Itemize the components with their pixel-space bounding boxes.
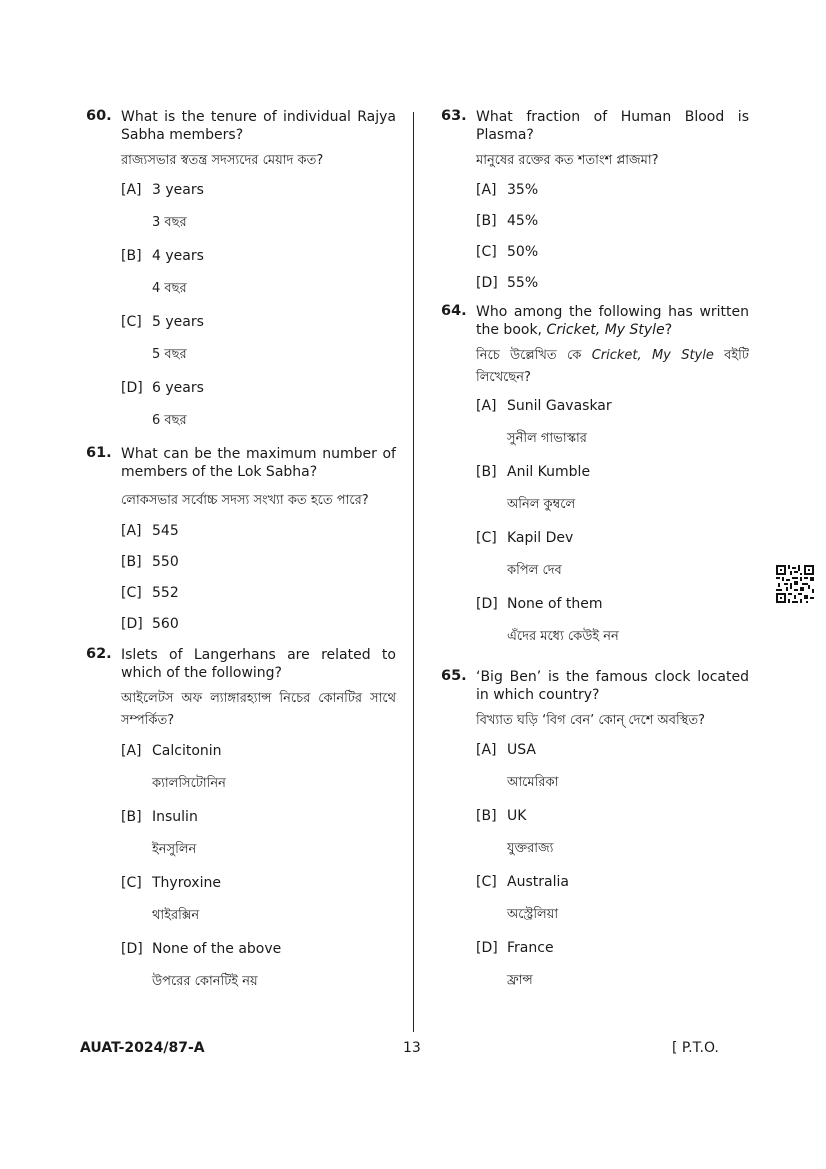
left-column: [86, 108, 396, 991]
question-61: [86, 445, 396, 633]
option-d: [476, 595, 749, 613]
question-number: 64.: [441, 303, 467, 319]
option-b: [476, 212, 749, 230]
option-label: [D]: [121, 380, 143, 396]
option-text-bengali: 4 বছর: [152, 281, 187, 296]
right-column: [441, 108, 749, 990]
option-d: [121, 940, 396, 958]
question-63: [441, 108, 749, 292]
option-a: [476, 181, 749, 199]
option-c: [121, 874, 396, 892]
option-label: [D]: [121, 941, 143, 957]
option-label: [D]: [476, 275, 498, 291]
option-text: 35%: [507, 182, 539, 198]
question-text: What can be the maximum number of members of the Lok Sabha?: [121, 446, 396, 480]
option-label: [C]: [121, 875, 142, 891]
column-divider: [413, 112, 414, 1032]
option-text-bengali: এঁদের মধ্যে কেউই নন: [507, 629, 619, 644]
option-label: [A]: [121, 523, 142, 539]
option-text: Sunil Gavaskar: [507, 398, 612, 414]
option-text: 5 years: [152, 314, 204, 330]
option-c: [476, 243, 749, 261]
option-b: [476, 463, 749, 481]
qr-code-icon: [776, 565, 814, 603]
question-text-bengali: আইলেটস অফ ল্যাঙ্গারহ্যান্স নিচের কোনটির সাথে সম্পর্কিত?: [121, 691, 396, 728]
option-text-bengali: অস্ট্রেলিয়া: [507, 907, 559, 922]
pto-label: [ P.T.O.: [672, 1040, 719, 1056]
option-c: [121, 313, 396, 331]
option-text: France: [507, 940, 554, 956]
option-label: [B]: [476, 808, 497, 824]
option-text: Australia: [507, 874, 569, 890]
option-text: 552: [152, 585, 179, 601]
option-text-bengali: সুনীল গাভাস্কার: [507, 431, 587, 446]
option-text-bengali: আমেরিকা: [507, 775, 559, 790]
question-64: [441, 303, 749, 646]
question-number: 61.: [86, 445, 112, 461]
option-text-bengali: ফ্রান্স: [507, 973, 533, 988]
option-a: [476, 741, 749, 759]
question-60: [86, 108, 396, 430]
option-text: 6 years: [152, 380, 204, 396]
option-label: [C]: [476, 244, 497, 260]
option-label: [C]: [121, 585, 142, 601]
option-text: Anil Kumble: [507, 464, 591, 480]
option-a: [121, 522, 396, 540]
option-text: 3 years: [152, 182, 204, 198]
option-text: 45%: [507, 213, 539, 229]
option-text-bengali: কপিল দেব: [507, 563, 562, 578]
option-label: [B]: [121, 809, 142, 825]
option-text-bengali: 5 বছর: [152, 347, 187, 362]
question-text-bengali: মানুষের রক্তের কত শতাংশ প্লাজমা?: [476, 153, 659, 168]
option-label: [A]: [121, 182, 142, 198]
page-number: 13: [403, 1040, 421, 1056]
option-text-bengali: ইনসুলিন: [152, 842, 197, 857]
option-text-bengali: থাইরক্সিন: [152, 908, 200, 923]
option-b: [121, 247, 396, 265]
option-d: [121, 615, 396, 633]
question-text-bengali: বিখ্যাত ঘড়ি ‘বিগ বেন’ কোন্ দেশে অবস্থিত?: [476, 713, 706, 728]
option-text: 545: [152, 523, 179, 539]
option-b: [121, 808, 396, 826]
option-text: 50%: [507, 244, 539, 260]
option-text: 55%: [507, 275, 539, 291]
question-62: [86, 646, 396, 991]
option-label: [A]: [476, 398, 497, 414]
option-b: [476, 807, 749, 825]
option-text: 4 years: [152, 248, 204, 264]
option-c: [121, 584, 396, 602]
option-label: [D]: [476, 596, 498, 612]
option-label: [C]: [476, 530, 497, 546]
paper-code: AUAT-2024/87-A: [80, 1040, 205, 1056]
question-text: What is the tenure of individual Rajya Sabha members?: [121, 109, 396, 143]
option-label: [D]: [121, 616, 143, 632]
option-c: [476, 873, 749, 891]
question-text-bengali: [476, 345, 749, 389]
option-text: Kapil Dev: [507, 530, 574, 546]
option-text: Calcitonin: [152, 743, 222, 759]
option-text: 560: [152, 616, 179, 632]
question-65: [441, 668, 749, 990]
option-a: [121, 742, 396, 760]
option-label: [A]: [476, 742, 497, 758]
question-number: 63.: [441, 108, 467, 124]
question-number: 65.: [441, 668, 467, 684]
question-text-suffix: ?: [664, 322, 673, 338]
option-label: [B]: [476, 213, 497, 229]
question-text: Islets of Langerhans are related to which of the following?: [121, 647, 396, 681]
book-title: Cricket, My Style: [591, 348, 714, 363]
option-b: [121, 553, 396, 571]
question-number: 60.: [86, 108, 112, 124]
question-number: 62.: [86, 646, 112, 662]
option-c: [476, 529, 749, 547]
option-text-bengali: 3 বছর: [152, 215, 187, 230]
option-label: [B]: [121, 554, 142, 570]
option-d: [476, 939, 749, 957]
option-text: USA: [507, 742, 536, 758]
option-d: [476, 274, 749, 292]
option-text: Thyroxine: [152, 875, 221, 891]
question-text-bengali: লোকসভার সর্বোচ্চ সদস্য সংখ্যা কত হতে পারে?: [121, 493, 369, 508]
option-a: [121, 181, 396, 199]
option-label: [B]: [476, 464, 497, 480]
option-label: [C]: [476, 874, 497, 890]
option-text-bengali: যুক্তরাজ্য: [507, 841, 554, 856]
bengali-suffix: বইটি লিখেছেন?: [476, 348, 749, 385]
option-d: [121, 379, 396, 397]
option-label: [B]: [121, 248, 142, 264]
book-title: Cricket, My Style: [546, 322, 665, 338]
option-text-bengali: 6 বছর: [152, 413, 187, 428]
option-text-bengali: উপরের কোনটিই নয়: [152, 974, 258, 989]
option-a: [476, 397, 749, 415]
option-label: [C]: [121, 314, 142, 330]
option-label: [A]: [476, 182, 497, 198]
question-text-prefix: Who among the following has written the book,: [476, 304, 749, 338]
question-text: What fraction of Human Blood is Plasma?: [476, 109, 749, 143]
option-text: None of the above: [152, 941, 282, 957]
question-text: [476, 303, 749, 339]
option-text: Insulin: [152, 809, 198, 825]
question-text: ‘Big Ben’ is the famous clock located in which country?: [476, 669, 749, 703]
question-text-bengali: রাজ্যসভার স্বতন্ত্র সদস্যদের মেয়াদ কত?: [121, 153, 324, 168]
option-text-bengali: ক্যালসিটোনিন: [152, 776, 226, 791]
option-label: [D]: [476, 940, 498, 956]
option-text: None of them: [507, 596, 603, 612]
option-text: 550: [152, 554, 179, 570]
option-text-bengali: অনিল কুম্বলে: [507, 497, 576, 512]
bengali-prefix: নিচে উল্লেখিত কে: [476, 348, 582, 363]
option-text: UK: [507, 808, 527, 824]
option-label: [A]: [121, 743, 142, 759]
